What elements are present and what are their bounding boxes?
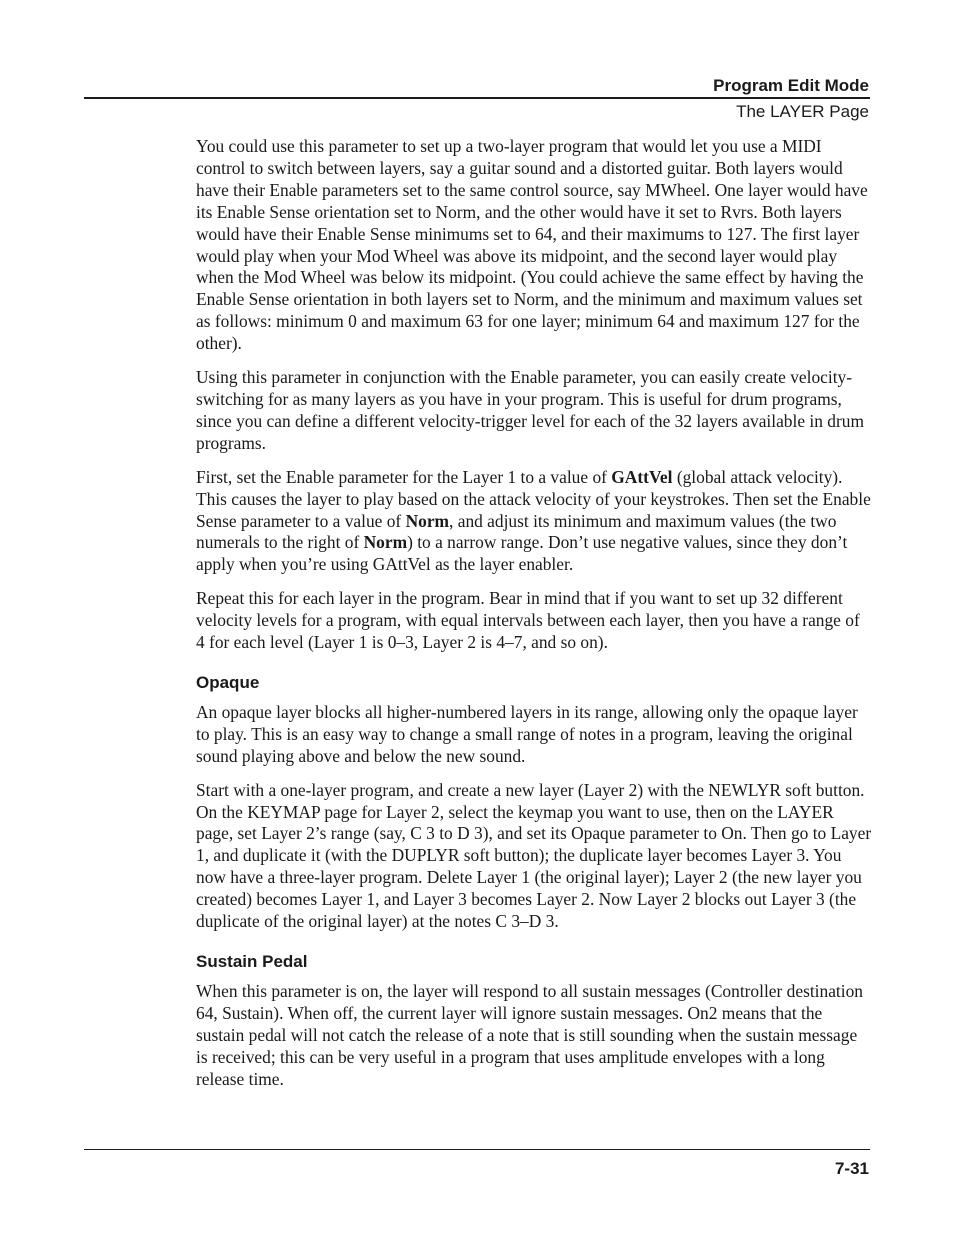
heading-opaque: Opaque [196,672,260,692]
paragraph-opaque-example: Start with a one-layer program, and create a new layer (Layer 2) with the NEWLYR soft button. On the KEYMAP page for Layer 2, select the keymap you want to use, then on the LAYER page, set Layer 2’s range (say, C 3 to D 3), and set its Opaque parameter to On. Then go to Layer 1, and duplicate it (with the DUPLYR soft button); the duplicate layer becomes Layer 3. You now have a three-layer program. Delete Layer 1 (the original layer); Layer 2 (the new layer you created) becomes Layer 1, and Layer 3 becomes Layer 2. Now Layer 2 blocks out Layer 3 (the duplicate of the original layer) at the notes C 3–D 3. [196,779,872,932]
header-divider [84,97,870,99]
paragraph-text: ) to a narrow range. Don’t use negative values, since they don’t apply when you’re using GAttVel as the layer enabler. [196,532,848,575]
page-number: 7-31 [834,1159,869,1178]
chapter-title: Program Edit Mode [713,76,869,95]
paragraph-sustain-pedal: When this parameter is on, the layer will respond to all sustain messages (Controller destination 64, Sustain). When off, the current layer will ignore sustain messages. On2 means that the sustain pedal will not catch the release of a note that is still sounding when the sustain message is received; this can be very useful in a program that uses amplitude envelopes with a long release time. [196,981,863,1089]
emphasis-norm: Norm [363,532,408,553]
footer-divider [84,1149,870,1150]
heading-sustain-pedal: Sustain Pedal [196,952,308,971]
paragraph-opaque-intro: An opaque layer blocks all higher-numbered layers in its range, allowing only the opaque layer to play. This is an easy way to change a small range of notes in a program, leaving the original sound playing above and below the new sound. [196,701,858,766]
paragraph-velocity-switching: Using this parameter in conjunction with the Enable parameter, you can easily create velocity-switching for as many layers as you have in your program. This is useful for drum programs, since you can define a different velocity-trigger level for each of the 32 layers available in drum programs. [196,367,864,453]
paragraph-text: First, set the Enable parameter for the Layer 1 to a value of [196,466,612,487]
emphasis-gattvel: GAttVel [611,466,673,487]
paragraph-repeat-layers: Repeat this for each layer in the program. Bear in mind that if you want to set up 32 different velocity levels for a program, with equal intervals between each layer, then you have a range of 4 for each level (Layer 1 is 0–3, Layer 2 is 4–7, and so on). [196,588,860,653]
paragraph-gattvel-setup [196,467,872,577]
page-body [196,136,872,1103]
section-title: The LAYER Page [736,102,869,121]
emphasis-norm: Norm [405,510,450,531]
paragraph-text: , and adjust its minimum and maximum values (the two numerals to the right of [196,510,837,553]
paragraph-two-layer-example: You could use this parameter to set up a two-layer program that would let you use a MIDI control to switch between layers, say a guitar sound and a distorted guitar. Both layers would have their Enable parameters set to the same control source, say MWheel. One layer would have its Enable Sense orientation set to Norm, and the other would have it set to Rvrs. Both layers would have their Enable Sense minimums set to 64, and their maximums to 127. The first layer would play when your Mod Wheel was above its midpoint, and the second layer would play when the Mod Wheel was below its midpoint. (You could achieve the same effect by having the Enable Sense orientation in both layers set to Norm, and the minimum and maximum values set as follows: minimum 0 and maximum 63 for one layer; minimum 64 and maximum 127 for the other). [196,136,868,354]
paragraph-text: (global attack velocity). This causes the layer to play based on the attack velocity of your keystrokes. Then set the Enable Sense parameter to a value of [196,466,871,531]
